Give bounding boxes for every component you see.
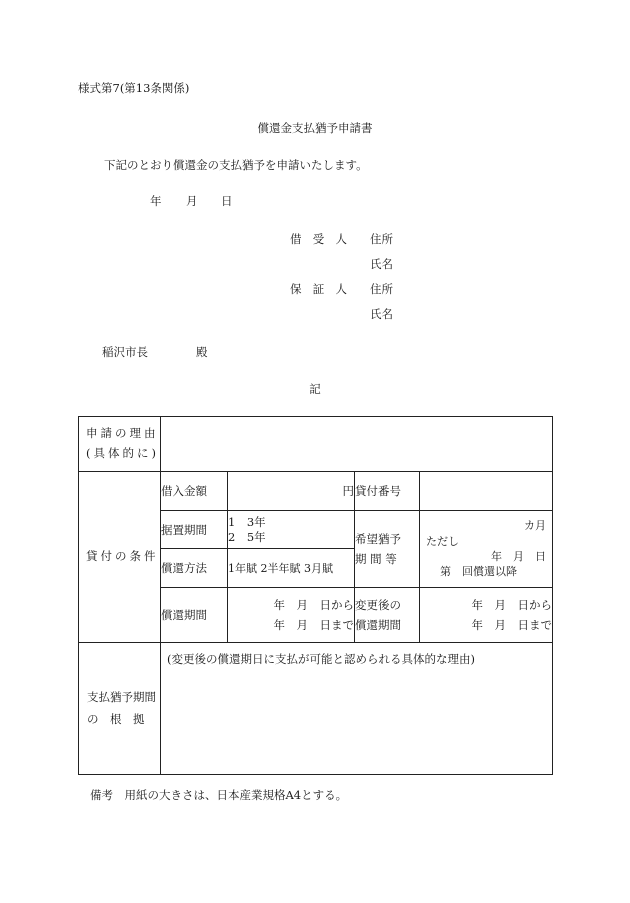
grace-period-label: 据置期間 [161,511,228,549]
basis-note: (変更後の償還期日に支払が可能と認められる具体的な理由) [167,652,475,666]
changed-period-field[interactable] [420,588,553,643]
repay-method-options[interactable]: 1年賦 2半年賦 3月賦 [228,549,355,588]
loan-amount-row [79,472,553,511]
basis-row [79,643,553,775]
reason-label: 申請の理由 [86,426,159,441]
changed-period-from: 年 月 日から [471,597,552,612]
date-day: 日 [221,194,233,208]
desired-period-label-cell [355,511,420,588]
document-title: 償還金支払猶予申請書 [257,121,373,135]
desired-period-label: 希望猶予 [355,531,401,546]
yen-unit: 円 [342,484,354,498]
repay-period-from: 年 月 日から [273,597,354,612]
ki-heading: 記 [309,382,321,396]
conditions-label-cell [79,472,161,643]
guarantor-label: 保 証 人 [290,282,347,296]
changed-period-label: 変更後の [355,597,401,612]
grace-period-options[interactable] [228,511,355,549]
borrower-name-label: 氏 名 [370,257,393,271]
basis-label-cell [79,643,161,775]
loan-number-label: 貸付番号 [355,472,420,511]
desired-date: 年 月 日 [491,550,546,563]
borrower-address-label: 住 所 [370,232,393,246]
borrower-label: 借 受 人 [290,232,347,246]
repay-method-label: 償還方法 [161,549,228,588]
desired-period-label-sub: 期 間 等 [355,552,397,566]
basis-label: 支払猶予期間 [87,689,156,704]
conditions-label: 貸付の条件 [86,549,159,564]
remark-text: 備考 用紙の大きさは、日本産業規格A4とする。 [90,788,348,802]
changed-period-label-cell [355,588,420,643]
repay-period-to: 年 月 日まで [273,618,354,632]
grace-option-2: 2 5年 [228,529,266,544]
basis-label-sub: の 根 拠 [87,711,145,726]
form-number: 様式第7(第13条関係) [78,81,190,95]
reason-row [79,417,553,472]
date-month: 月 [186,194,198,208]
changed-period-to: 年 月 日まで [471,618,552,632]
repay-period-field[interactable] [228,588,355,643]
desired-period-field[interactable] [420,511,553,588]
changed-period-label-sub: 償還期間 [355,618,401,632]
reason-field[interactable] [161,417,553,472]
addressee-honorific: 殿 [196,345,208,359]
intro-text: 下記のとおり償還金の支払猶予を申請いたします。 [104,158,368,172]
guarantor-name-label: 氏 名 [370,307,393,321]
reason-label-cell [79,417,161,472]
reason-label-sub: (具体的に) [86,446,159,460]
date-year: 年 [150,194,162,208]
desired-tadashi: ただし [426,534,459,548]
addressee-name: 稲沢市長 [102,345,148,359]
loan-number-field[interactable] [420,472,553,511]
guarantor-address-label: 住 所 [370,282,393,296]
desired-months: カ月 [524,519,546,533]
application-table [78,416,553,775]
loan-amount-label: 借入金額 [161,472,228,511]
basis-field[interactable] [161,643,553,775]
desired-from-installment: 第 回償還以降 [440,565,517,579]
loan-amount-field[interactable] [228,472,355,511]
grace-option-1: 1 3年 [228,514,266,529]
repay-period-label: 償還期間 [161,588,228,643]
